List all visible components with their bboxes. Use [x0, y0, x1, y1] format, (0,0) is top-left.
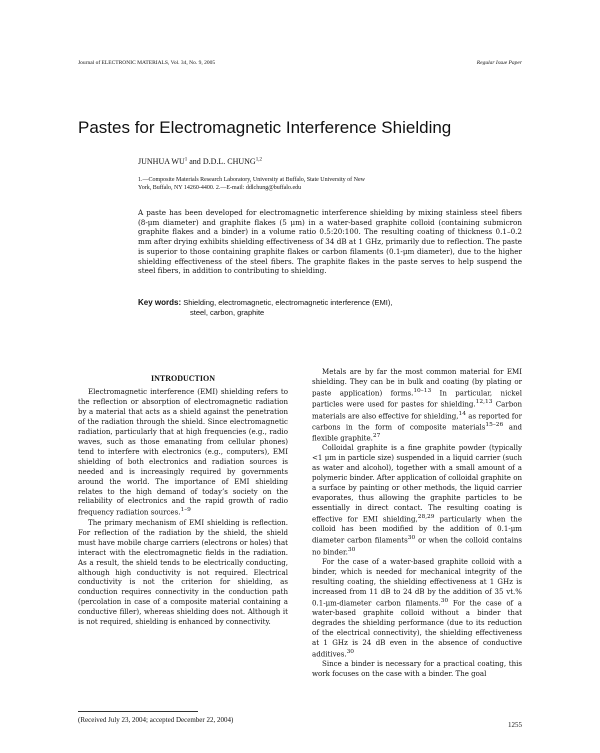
page-number: 1255 [508, 721, 522, 729]
paper-type-label: Regular Issue Paper [476, 60, 522, 66]
author-name: D.D.L. CHUNG [202, 157, 256, 166]
paper-title: Pastes for Electromagnetic Interference Shielding [78, 118, 452, 137]
affiliation-line: 1.—Composite Materials Research Laboratory, University at Buffalo, State University of New [138, 177, 365, 183]
keywords-text: Shielding, electromagnetic, electromagnetic interference (EMI), [181, 298, 393, 307]
left-column [78, 387, 288, 627]
citation: 30 [347, 546, 356, 553]
journal-header: Journal of ELECTRONIC MATERIALS, Vol. 34, No. 9, 2005 [78, 60, 216, 66]
keywords-text: steel, carbon, graphite [190, 308, 265, 317]
section-heading: INTRODUCTION [150, 374, 215, 383]
citation: 28,29 [417, 514, 435, 521]
citation: 30 [407, 535, 416, 542]
author-affiliation-mark: 1,2 [255, 157, 262, 163]
abstract: A paste has been developed for electromagnetic interference shielding by mixing stainless steel fibers (8-μm diameter) and graphite flakes (5 μm) in a water-based graphite colloid (containing submicron graphite flakes and a binder) in a volume ratio 0.5:20:100. The resulting coating of thickness 0.1–0.2 mm after drying exhibits shielding effectiveness of 34 dB at 1 GHz, primarily due to reflection. The paste is superior to those containing graphite flakes or carbon filaments (0.1-μm diameter), due to the higher shielding effectiveness of the steel fibers. The graphite flakes in the paste serves to help suspend the steel fibers, in addition to contributing to shielding. [138, 208, 522, 276]
paragraph: Metals are by far the most common material for EMI shielding. They can be in bulk and coating (by plating or paste application) forms.$^{10-13}$ In particular, nickel particles were used for pastes for shielding.$^{12,13}$ Carbon materials are also effective for shielding,$^{14}$ as reported for carbons in the form of composite materials$^{15-26}$ and flexible graphite.$^{27}$ [312, 367, 522, 443]
citation: 10–13 [413, 387, 432, 394]
citation: 1–9 [180, 507, 191, 514]
citation: 27 [372, 433, 381, 440]
affiliation [138, 176, 518, 192]
author-line [138, 157, 262, 166]
citation: 15–26 [485, 421, 504, 428]
affiliation-line: York, Buffalo, NY 14260-4400. 2.—E-mail: ddlchung@buffalo.edu [138, 185, 302, 191]
paragraph: Colloidal graphite is a fine graphite powder (typically <1 μm in particle size) suspended in a liquid carrier (such as water and alcohol), together with a small amount of a polymeric binder. After application of colloidal graphite on a surface by painting or other methods, the liquid carrier evaporates, thus allowing the graphite particles to be essentially in direct contact. The resulting coating is effective for EMI shielding,$^{28,29}$ particularly when the colloid has been modified by the addition of 0.1-μm diameter carbon filaments$^{30}$ or when the colloid contains no binder.$^{30}$ [312, 443, 522, 556]
author-name: JUNHUA WU [138, 157, 185, 166]
author-connector: and [187, 157, 203, 166]
paragraph: Since a binder is necessary for a practical coating, this work focuses on the case with a binder. The goal [312, 659, 522, 679]
paragraph: For the case of a water-based graphite colloid with a binder, which is needed for mechanical integrity of the resulting coating, the shielding effectiveness at 1 GHz is increased from 11 dB to 24 dB by the addition of 35 vt.% 0.1-μm-diameter carbon filaments.$^{30}$ For the case of a water-based graphite colloid without a binder that degrades the shielding performance (due to its reduction of the electrical connectivity), the shielding effectiveness at 1 GHz is 24 dB even in the absence of conductive additives.$^{30}$ [312, 556, 522, 659]
paragraph: Electromagnetic interference (EMI) shielding refers to the reflection or absorption of electromagnetic radiation by a material that acts as a shield against the penetration of the radiation through the shield. Since electromagnetic radiation, particularly that at high frequencies (e.g., radio waves, such as those emanating from cellular phones) tend to interfere with electronics (e.g., computers), EMI shielding of both electronics and radiation sources is needed and is increasingly required by governments around the world. The importance of EMI shielding relates to the high demand of today’s society on the reliability of electronics and the rapid growth of radio frequency radiation sources.$^{1-9}$ [78, 387, 288, 517]
citation: 30 [346, 648, 355, 655]
right-column [312, 367, 522, 679]
keywords-label: Key words: [138, 298, 182, 307]
paragraph: The primary mechanism of EMI shielding is reflection. For reflection of the radiation by the shield, the shield must have mobile charge carriers (electrons or holes) that interact with the electromagnetic fields in the radiation. As a result, the shield tends to be electrically conducting, although high conductivity is not required. Electrical conductivity is not the criterion for shielding, as conduction requires connectivity in the conduction path (percolation in case of a composite material containing a conductive filler), whereas shielding does not. Although it is not required, shielding is enhanced by connectivity. [78, 517, 288, 627]
citation: 14 [458, 410, 467, 417]
author-affiliation-mark: 1 [184, 157, 188, 163]
received-date-footnote: (Received July 23, 2004; accepted December 22, 2004) [78, 716, 234, 724]
keywords [138, 298, 522, 318]
citation: 30 [440, 597, 449, 604]
footnote-divider [78, 711, 198, 712]
citation: 12,13 [475, 399, 493, 406]
